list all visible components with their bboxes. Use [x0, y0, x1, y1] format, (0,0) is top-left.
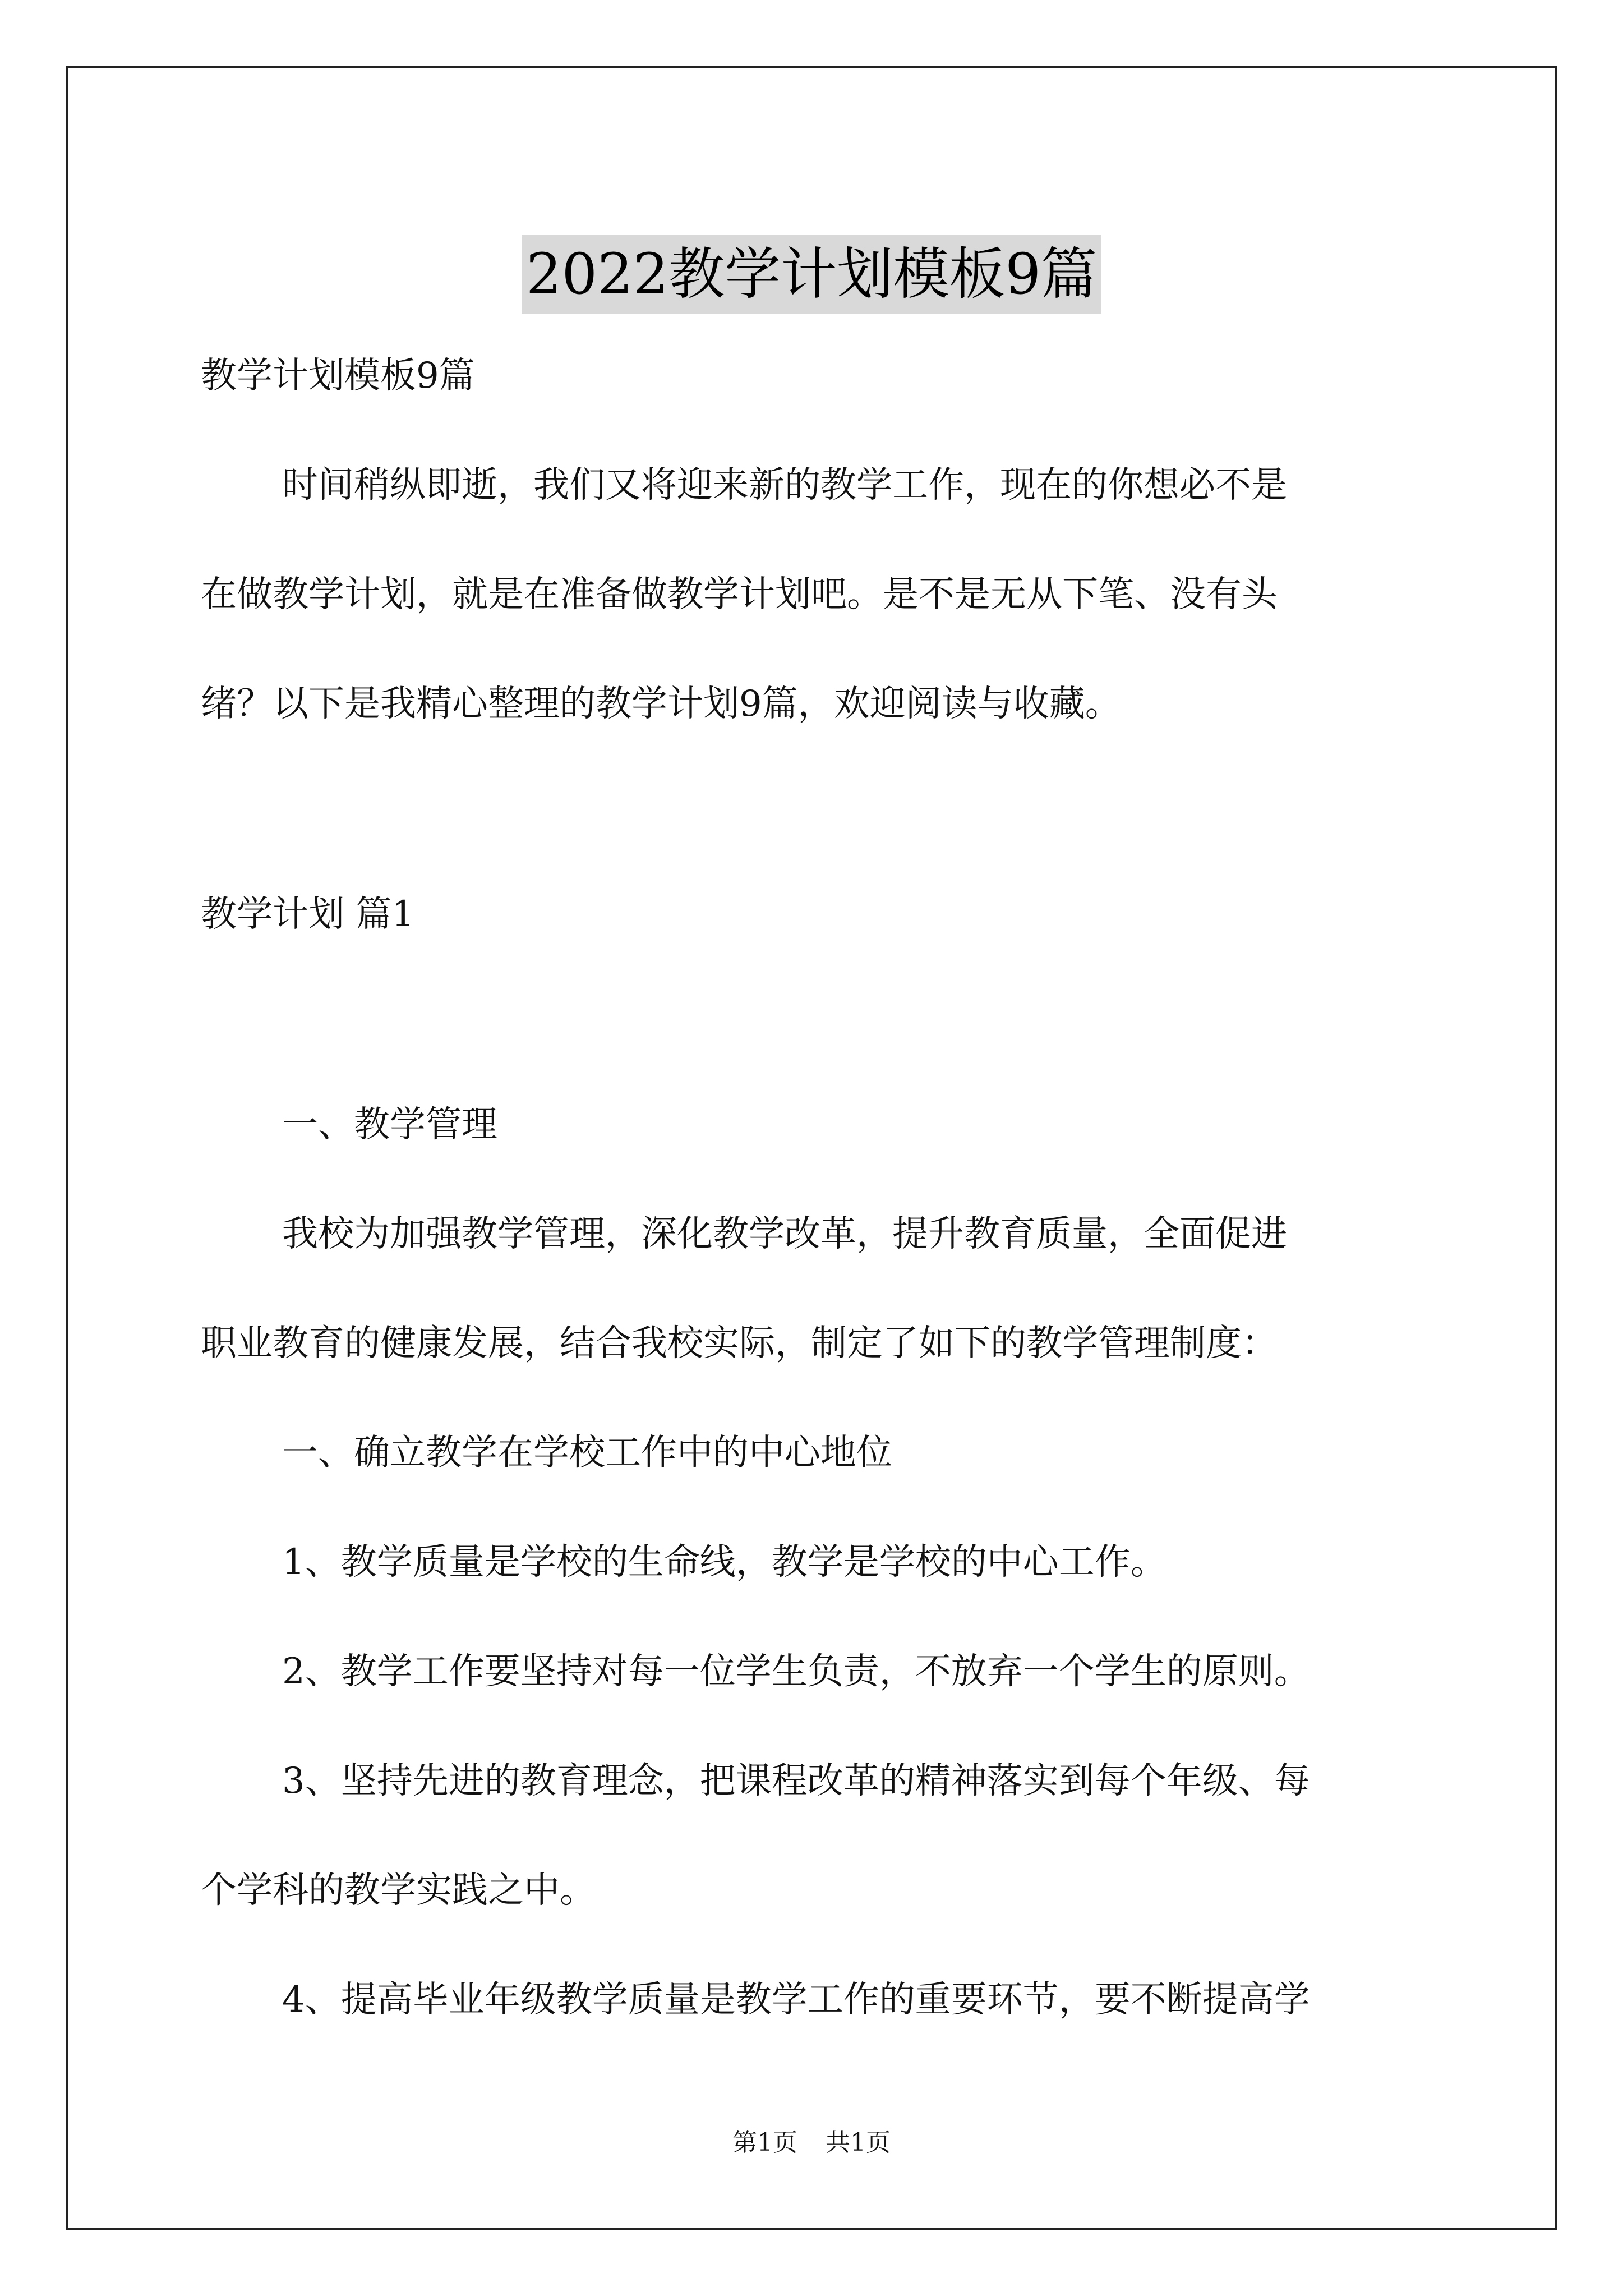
page-footer: [0, 2126, 1623, 2160]
intro-line-1: 时间稍纵即逝，我们又将迎来新的教学工作，现在的你想必不是: [282, 464, 1287, 506]
page-number: 第1页: [732, 2128, 797, 2157]
body-line-8: 4、提高毕业年级教学质量是教学工作的重要环节，要不断提高学: [282, 1979, 1310, 2021]
document-title: 2022教学计划模板9篇: [522, 235, 1101, 314]
body-line-5: 2、教学工作要坚持对每一位学生负责，不放弃一个学生的原则。: [282, 1651, 1310, 1692]
body-line-7: 个学科的教学实践之中。: [201, 1870, 596, 1911]
body-line-4: 1、教学质量是学校的生命线，教学是学校的中心工作。: [282, 1542, 1166, 1583]
body-line-1: 我校为加强教学管理，深化教学改革，提升教育质量，全面促进: [282, 1213, 1287, 1255]
page-total: 共1页: [826, 2128, 891, 2157]
subtitle-line: 教学计划模板9篇: [201, 355, 475, 397]
body-line-3: 一、确立教学在学校工作中的中心地位: [282, 1432, 892, 1474]
body-line-2: 职业教育的健康发展，结合我校实际，制定了如下的教学管理制度：: [201, 1323, 1278, 1364]
body-line-6: 3、坚持先进的教育理念，把课程改革的精神落实到每个年级、每: [282, 1760, 1310, 1802]
title-container: [0, 197, 1623, 351]
intro-line-3: 绪？以下是我精心整理的教学计划9篇，欢迎阅读与收藏。: [201, 683, 1121, 725]
intro-line-2: 在做教学计划，就是在准备做教学计划吧。是不是无从下笔、没有头: [201, 574, 1278, 615]
section-heading: 教学计划 篇1: [201, 894, 415, 935]
subsection-heading: 一、教学管理: [282, 1104, 497, 1145]
